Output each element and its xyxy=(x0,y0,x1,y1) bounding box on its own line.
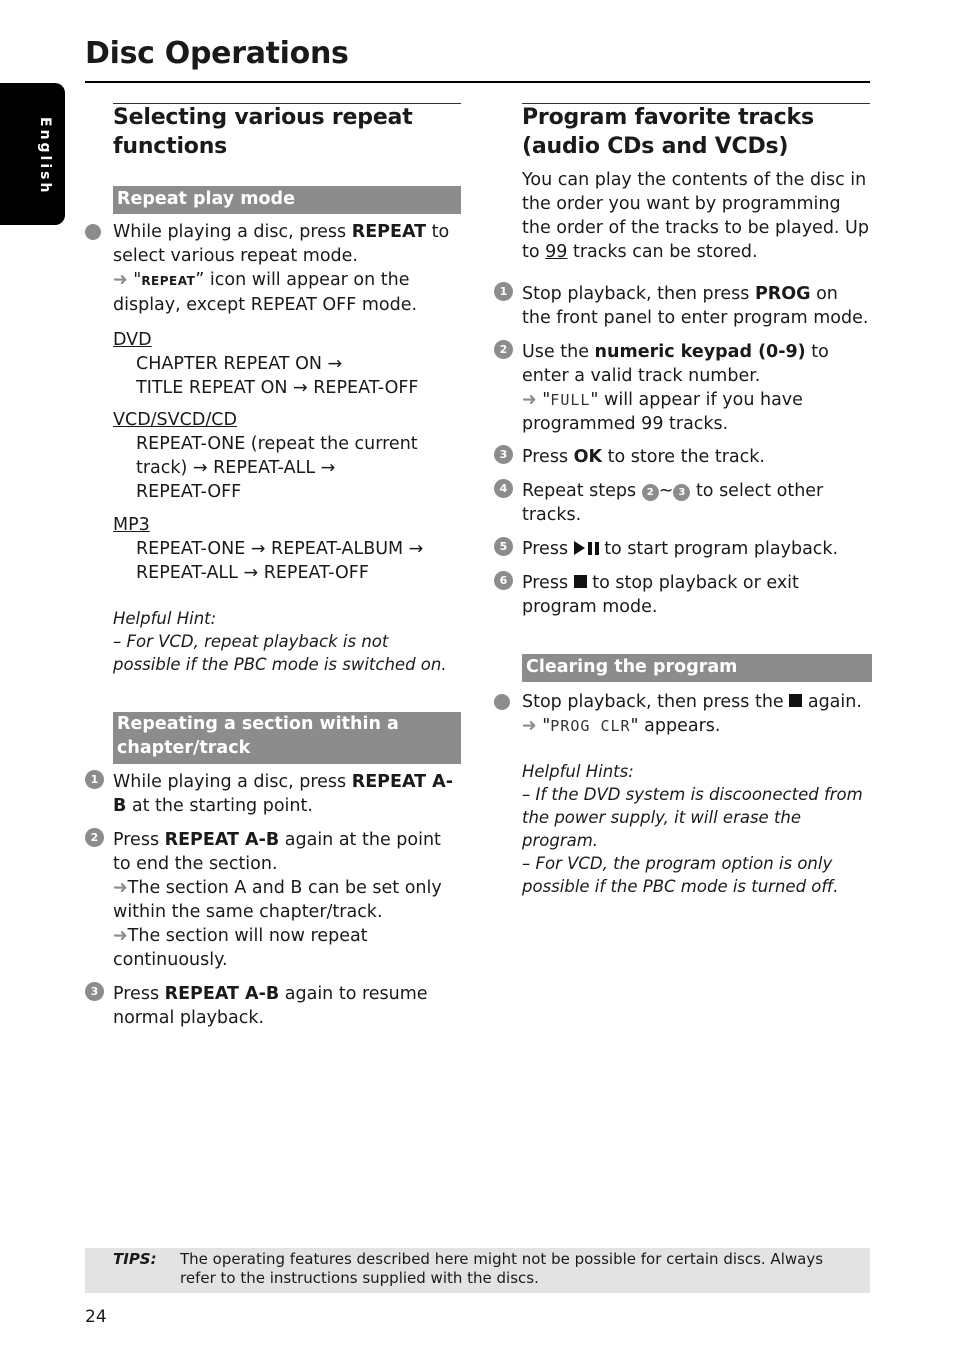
repeat-play-mode-heading: Repeat play mode xyxy=(113,186,461,214)
ab-step-3 xyxy=(113,982,461,1030)
text: Repeat steps xyxy=(522,481,642,501)
text: Stop playback, then press xyxy=(522,284,755,304)
mp3-line: REPEAT-ONE → REPEAT-ALBUM → xyxy=(136,539,424,559)
ok-key: OK xyxy=(573,447,603,467)
ab-step-1 xyxy=(113,770,461,818)
right-section-title: Program favorite tracks (audio CDs and VCDs) xyxy=(522,105,814,159)
program-step-3 xyxy=(522,445,870,469)
text: at the starting point. xyxy=(126,796,313,816)
title-divider xyxy=(85,81,870,83)
mp3-label: MP3 xyxy=(113,515,150,535)
page-title: Disc Operations xyxy=(85,36,349,71)
note: The section will now repeat continuously. xyxy=(113,926,368,970)
vcd-line: track) → REPEAT-ALL → xyxy=(136,458,336,478)
step-ref-icon: 3 xyxy=(673,484,690,501)
text: While playing a disc, press xyxy=(113,772,352,792)
text: " xyxy=(133,270,142,290)
text: " will appear if you have programmed 99 tracks. xyxy=(522,390,803,434)
repeat-key: REPEAT xyxy=(351,222,427,242)
tips-label: TIPS: xyxy=(113,1250,157,1268)
text: to select other tracks. xyxy=(522,481,824,525)
ab-step-2 xyxy=(113,828,461,972)
text: Press xyxy=(522,573,574,593)
step-number-icon: 4 xyxy=(494,479,513,498)
program-step-2: Use the numeric keypad (0-9) to enter a valid track number. ➜ "FULL" will appear if you have programmed 99 tracks. xyxy=(522,342,829,434)
program-step-6 xyxy=(522,571,870,619)
vcd-repeat-sequence xyxy=(113,408,461,504)
dvd-repeat-sequence xyxy=(113,328,461,400)
text: Use the xyxy=(522,342,595,362)
hint-text: – For VCD, repeat playback is not possible if the PBC mode is switched on. xyxy=(113,632,447,674)
text: tracks can be stored. xyxy=(567,242,758,262)
arrow-right-icon: ➜ xyxy=(522,390,537,410)
bullet-icon xyxy=(85,224,101,240)
step-number-icon: 3 xyxy=(494,445,513,464)
text: You can play the contents of the disc in the order you want by programming the order of the tracks to be played. Up to xyxy=(522,170,869,262)
arrow-right-icon: ➜ xyxy=(113,270,128,290)
arrow-right-icon: ➜ xyxy=(522,716,537,736)
mp3-line: REPEAT-ALL → REPEAT-OFF xyxy=(136,563,369,583)
step-number-icon: 3 xyxy=(85,982,104,1001)
step-number-icon: 1 xyxy=(85,770,104,789)
clearing-instruction: Stop playback, then press the again. ➜ "PROG CLR" appears. xyxy=(522,692,862,736)
text: again at the point to end the section. xyxy=(113,830,441,874)
text: " appears. xyxy=(630,716,721,736)
text: Press xyxy=(113,830,165,850)
tips-box xyxy=(85,1248,870,1293)
program-step-5 xyxy=(522,537,870,561)
text: to store the track. xyxy=(602,447,765,467)
step-number-icon: 2 xyxy=(494,340,513,359)
play-icon xyxy=(574,541,585,555)
hint-text: – For VCD, the program option is only possible if the PBC mode is turned off. xyxy=(522,854,839,896)
arrow-right-icon: ➜ xyxy=(113,878,128,898)
hint-text: – If the DVD system is discoonected from the power supply, it will erase the program. xyxy=(522,785,863,850)
bullet-icon xyxy=(494,694,510,710)
text: ” icon will appear on the display, except REPEAT OFF mode. xyxy=(113,270,418,315)
max-tracks: 99 xyxy=(545,242,568,262)
repeat-ab-key: REPEAT A-B xyxy=(164,984,280,1004)
hint-title: Helpful Hint: xyxy=(113,609,217,628)
note: The section A and B can be set only within the same chapter/track. xyxy=(113,878,442,922)
helpful-hint-left xyxy=(113,607,461,676)
arrow-right-icon: ➜ xyxy=(113,926,128,946)
dvd-line: TITLE REPEAT ON → REPEAT-OFF xyxy=(136,378,419,398)
text: While playing a disc, press xyxy=(113,222,352,242)
repeat-indicator-word: REPEAT xyxy=(141,274,196,288)
lcd-full: FULL xyxy=(550,391,591,409)
text: Stop playback, then press the xyxy=(522,692,790,712)
program-step-4 xyxy=(522,479,870,527)
tips-text: The operating features described here might not be possible for certain discs. Always refer to the instructions supplied with the discs. xyxy=(180,1250,824,1287)
mp3-repeat-sequence xyxy=(113,513,461,585)
text: again to resume normal playback. xyxy=(113,984,428,1028)
text: again. xyxy=(807,692,862,712)
repeat-section-heading: Repeating a section within a chapter/track xyxy=(113,712,461,764)
dvd-label: DVD xyxy=(113,330,152,350)
stop-icon xyxy=(789,694,802,707)
program-step-1 xyxy=(522,282,870,330)
left-section-title: Selecting various repeat functions xyxy=(113,105,413,159)
vcd-line: REPEAT-OFF xyxy=(136,482,242,502)
step-number-icon: 6 xyxy=(494,571,513,590)
step-number-icon: 1 xyxy=(494,282,513,301)
text: Press xyxy=(113,984,165,1004)
lcd-prog-clr: PROG CLR xyxy=(550,717,631,735)
step-ref-icon: 2 xyxy=(642,484,659,501)
text: on the front panel to enter program mode. xyxy=(522,284,869,328)
page-number: 24 xyxy=(85,1307,107,1327)
vcd-line: REPEAT-ONE (repeat the current xyxy=(136,434,418,454)
pause-icon xyxy=(588,542,599,555)
keypad-key: numeric keypad (0-9) xyxy=(594,342,806,362)
text: to stop playback or exit program mode. xyxy=(522,573,799,617)
step-number-icon: 5 xyxy=(494,537,513,556)
text: to select various repeat mode. xyxy=(113,222,450,266)
vcd-label: VCD/SVCD/CD xyxy=(113,410,237,430)
text: ~ xyxy=(658,481,674,501)
text: to start program playback. xyxy=(598,539,839,559)
text: Press xyxy=(522,539,574,559)
clearing-program-heading: Clearing the program xyxy=(522,654,872,682)
helpful-hints-right xyxy=(522,760,870,898)
hints-title: Helpful Hints: xyxy=(522,762,634,781)
prog-key: PROG xyxy=(754,284,811,304)
text: to enter a valid track number. xyxy=(522,342,829,386)
repeat-ab-key: REPEAT A-B xyxy=(113,772,453,816)
step-number-icon: 2 xyxy=(85,828,104,847)
text: Press xyxy=(522,447,574,467)
stop-icon xyxy=(574,575,587,588)
language-tab-label: English xyxy=(37,117,53,196)
language-tab xyxy=(0,83,65,225)
program-intro xyxy=(522,168,870,264)
dvd-line: CHAPTER REPEAT ON → xyxy=(136,354,343,374)
repeat-mode-instruction xyxy=(113,220,461,317)
repeat-ab-key: REPEAT A-B xyxy=(164,830,280,850)
